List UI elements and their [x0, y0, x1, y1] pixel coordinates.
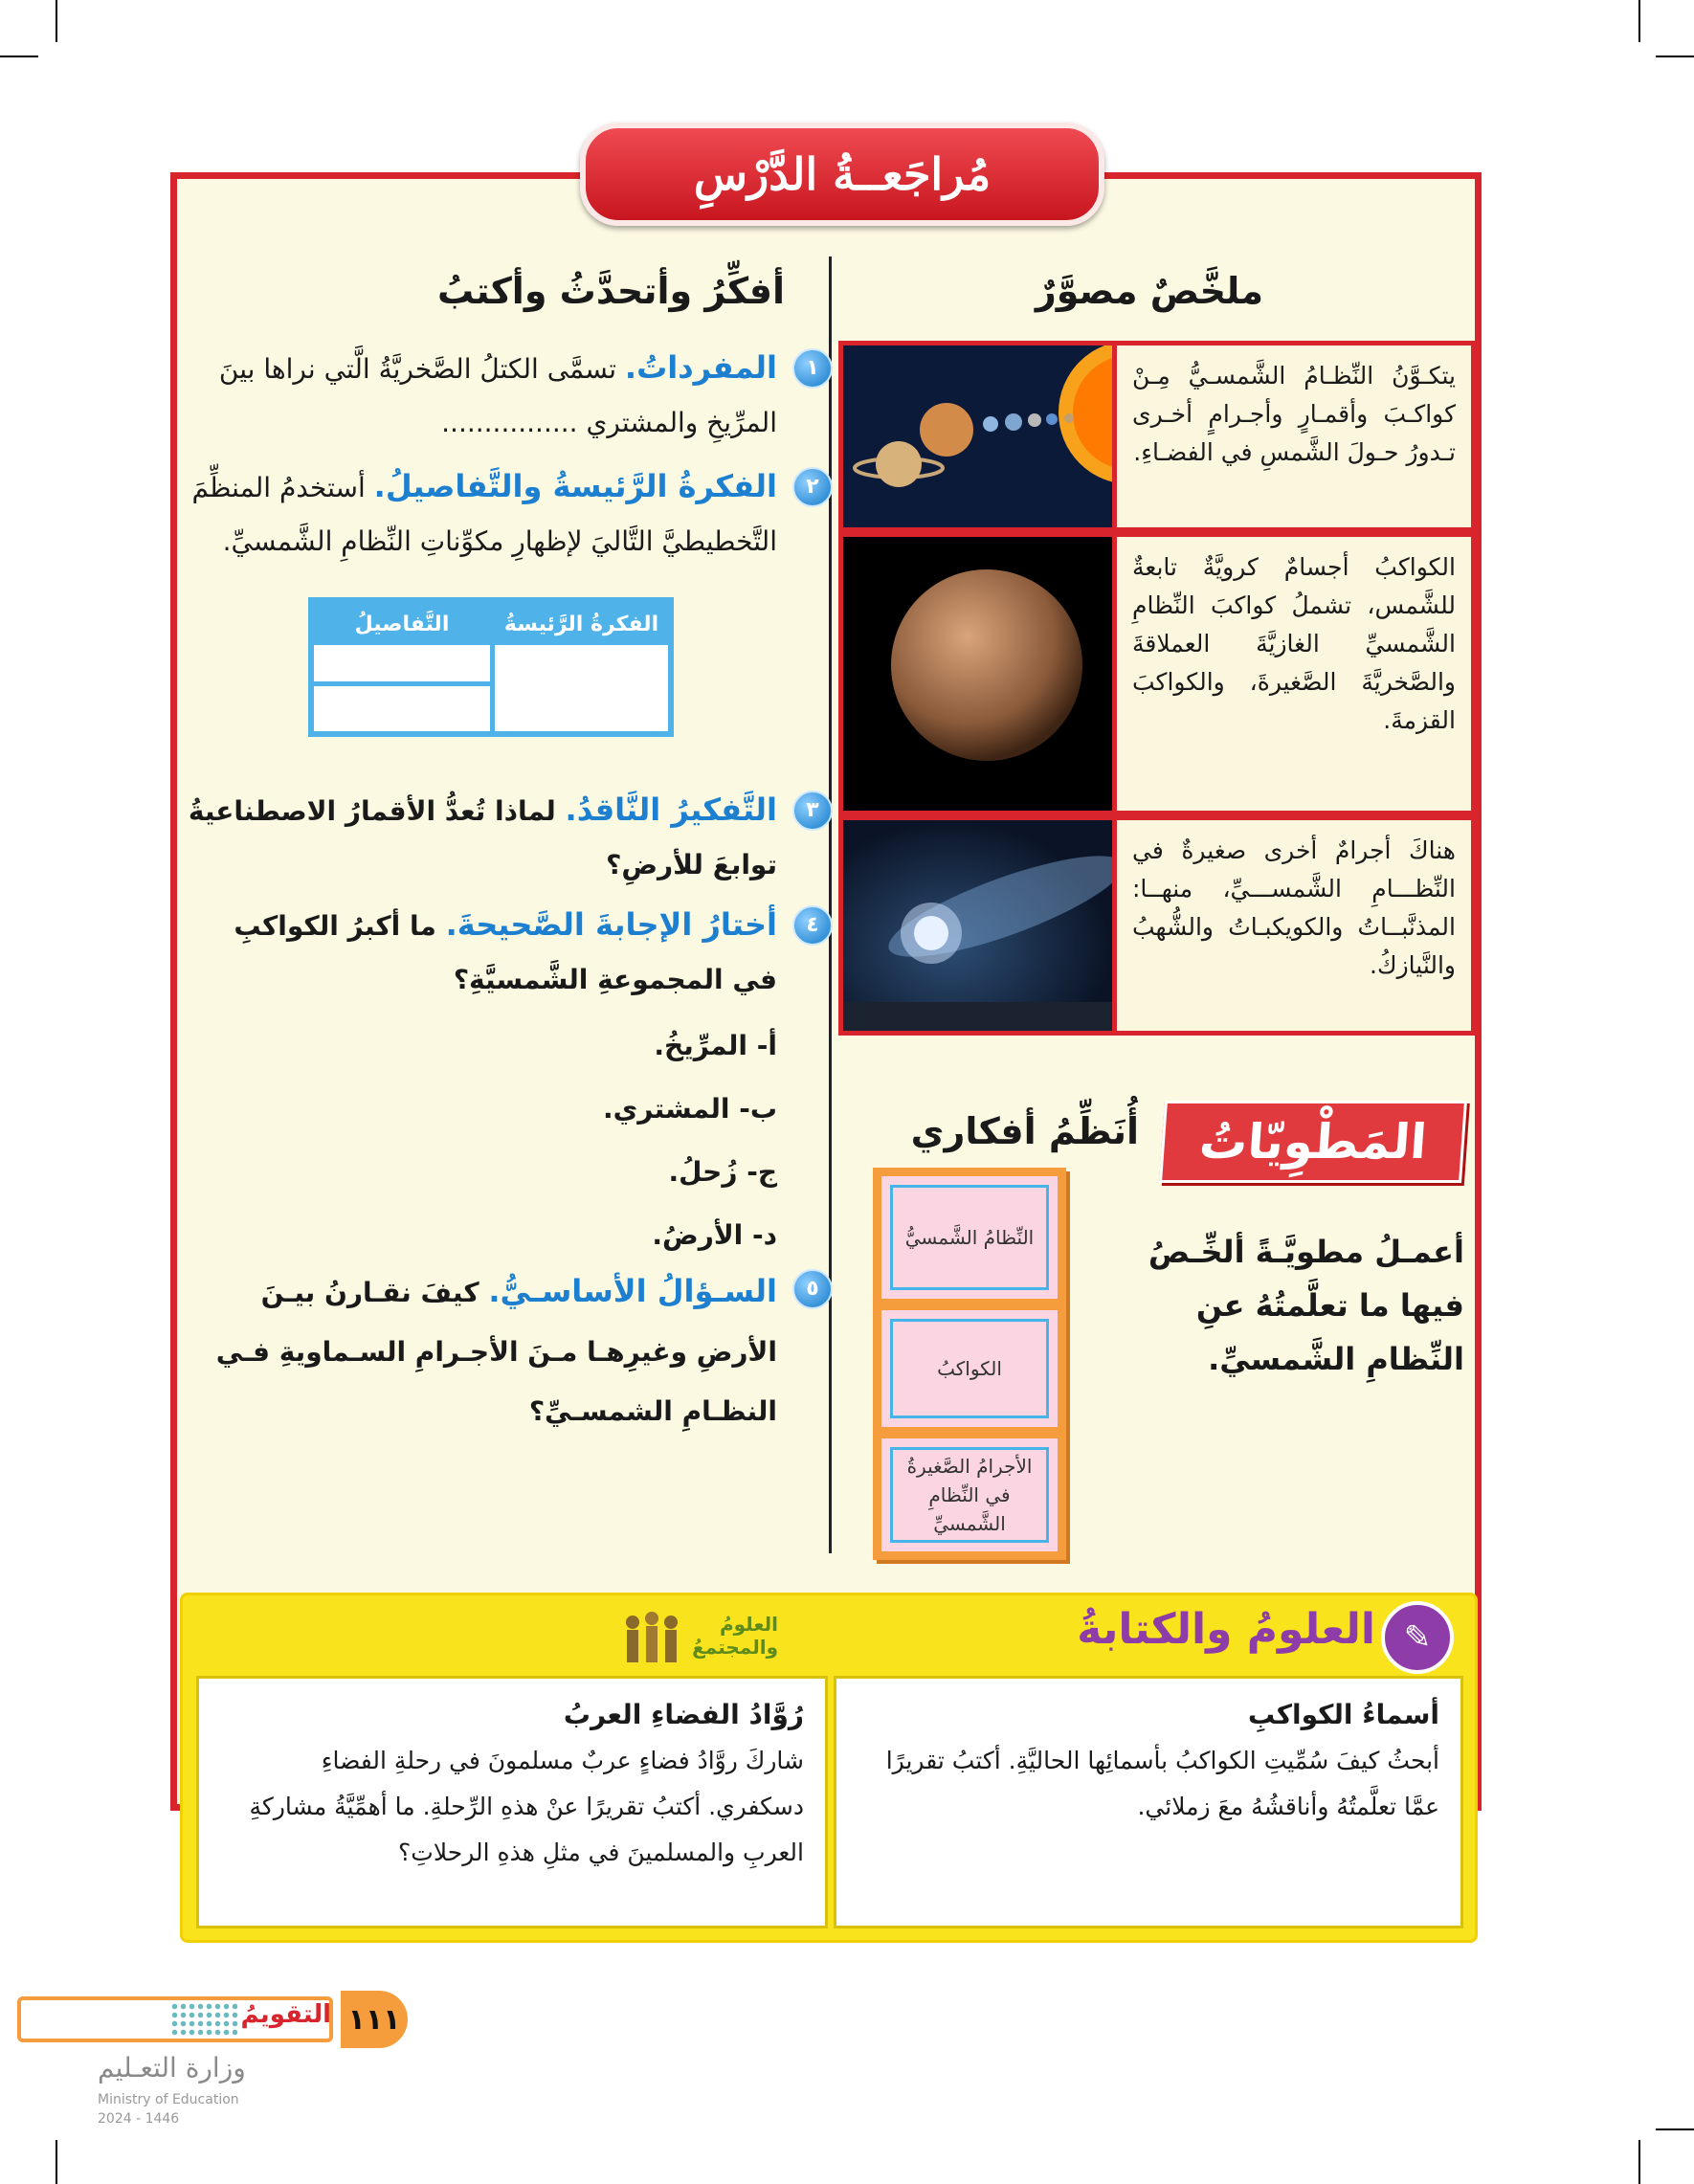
answer-options [184, 1014, 777, 1267]
crop-mark [56, 2140, 57, 2184]
foldable-card [873, 1430, 1066, 1560]
question-3 [184, 783, 819, 892]
lesson-review-title: مُراجَعــةُ الدَّرْسِ [580, 123, 1104, 226]
question-keyword: الفكرةُ الرَّئيسةُ والتَّفاصيلُ. [373, 468, 777, 504]
answer-option[interactable]: د- الأرضُ. [652, 1219, 777, 1251]
organizer-divider [314, 681, 490, 686]
graphic-organizer [308, 597, 674, 737]
writing-panel-right [196, 1676, 828, 1928]
question-number-badge: ٣ [792, 791, 833, 831]
question-number-badge: ٢ [792, 467, 833, 507]
summary-text: الكواكبُ أجسامٌ كرويَّةٌ تابعةٌ للشَّمس، تشملُ كواكبَ النِّظامِ الشَّمسيِّ الغازيَّةَ العملاقةَ والصَّخريَّةَ الصَّغيرةَ، والكواكبَ القزمةَ. [1132, 553, 1456, 734]
writing-heading: رُوَّادُ الفضاءِ العربُ [563, 1699, 804, 1730]
column-divider [829, 256, 832, 1553]
crop-mark [1638, 0, 1640, 42]
society-badge [623, 1609, 776, 1662]
summary-panel [838, 341, 1476, 532]
question-keyword: السـؤالُ الأساسـيُّ. [488, 1273, 777, 1309]
question-4 [184, 898, 819, 1007]
question-text: كيفَ نقـارنُ بيـنَ الأرضِ وغيرِهـا مـنَ الأجـرامِ السـماويةِ فـي النظـامِ الشمسـيِّ؟ [215, 1277, 777, 1427]
society-badge-label: العلومُ والمجتمعُ [692, 1613, 778, 1659]
think-heading: أفكِّرُ وأتحدَّثُ وأكتبُ [436, 270, 785, 312]
organizer-header-main: الفكرةُ الرَّئيسةُ [495, 603, 668, 645]
question-number-badge: ٤ [792, 905, 833, 946]
foldable-card-label: النِّظامُ الشَّمسيُّ [890, 1185, 1049, 1290]
summary-heading: ملخَّصٌ مصوَّرٌ [1035, 270, 1263, 312]
crop-mark [1638, 2140, 1640, 2184]
summary-panel [838, 532, 1476, 815]
organizer-divider [490, 603, 495, 731]
pencil-icon: ✎ [1381, 1601, 1454, 1674]
science-writing-title: العلومُ والكتابةُ [1077, 1605, 1375, 1654]
question-number-badge: ١ [792, 348, 833, 389]
foldables-banner: المَطْوِيّاتُ [1159, 1101, 1467, 1183]
answer-option[interactable]: ج- زُحلُ. [668, 1156, 777, 1188]
ministry-logo-text: وزارة التعـليم [98, 2052, 246, 2084]
foldable-card-label: الكواكبُ [890, 1319, 1049, 1418]
foldable-card [873, 1302, 1066, 1436]
foldables-subtitle: أُنَظِّمُ أفكاري [910, 1110, 1139, 1152]
question-text: أستخدمُ المنظِّمَ التَّخطيطيَّ التَّاليَ لإظهارِ مكوِّناتِ النِّظامِ الشَّمسيِّ. [191, 472, 777, 557]
question-keyword: أختارُ الإجابةَ الصَّحيحةَ. [445, 906, 777, 943]
question-5 [184, 1261, 819, 1441]
summary-panel [838, 815, 1476, 1036]
summary-text: يتكـوَّنُ النِّظـامُ الشَّمسـيُّ مِـنْ كواكـبَ وأقمـارٍ وأجـرامٍ أخـرى تـدورُ حـولَ الشَّمسِ في الفضـاءِ. [1132, 362, 1456, 466]
answer-option[interactable]: ب- المشتري. [602, 1093, 777, 1125]
planet-image [843, 537, 1117, 811]
footer-bar [17, 1991, 408, 2048]
question-text: لماذا تُعدُّ الأقمارُ الاصطناعيةُ توابعَ للأرضِ؟ [188, 795, 777, 880]
solar-system-image [843, 345, 1117, 527]
organizer-header-details: التَّفاصيلُ [314, 603, 490, 645]
question-keyword: التَّفكيرُ النَّاقدُ. [565, 791, 777, 828]
page-number: ١١١ [341, 1991, 408, 2048]
writing-text: شاركَ روَّادُ فضاءٍ عربٌ مسلمونَ في رحلةِ الفضاءِ دسكفري. أكتبُ تقريرًا عنْ هذهِ الرِّحلةِ. ما أهمِّيَّةُ مشاركةِ العربِ والمسلمينَ في مثلِ هذهِ الرحلاتِ؟ [249, 1747, 804, 1866]
crop-mark [0, 56, 38, 57]
writing-text: أبحثُ كيفَ سُمِّيتِ الكواكبُ بأسمائِها الحاليَّةِ. أكتبُ تقريرًا عمَّا تعلَّمتُهُ وأناقشُهُ معَ زملائي. [885, 1747, 1439, 1820]
dotted-pattern [170, 2002, 239, 2037]
question-keyword: المفرداتُ. [624, 349, 777, 386]
question-text: تسمَّى الكتلُ الصَّخريَّةُ الَّتي نراها بينَ المرِّيخِ والمشتري ................ [218, 353, 777, 438]
question-2 [184, 459, 819, 568]
comet-image [843, 820, 1117, 1031]
crop-mark [1656, 2128, 1694, 2130]
foldables-instruction: أعمـلُ مطويَّـةً ألخِّـصُ فيها ما تعلَّمتُهُ عنِ النِّظامِ الشَّمسيِّ. [1148, 1234, 1464, 1377]
question-text: ما أكبرُ الكواكبِ في المجموعةِ الشَّمسيَّةِ؟ [234, 910, 777, 995]
summary-text: هناكَ أجرامٌ أخرى صغيرةٌ في النِّظـــامِ الشَّمســـيِّ، منهــا: المذنَّبــاتُ والكويكبـاتُ والشُّهبُ والنَّيازكُ. [1132, 836, 1456, 979]
writing-heading: أسماءُ الكواكبِ [1248, 1699, 1439, 1730]
question-number-badge: ٥ [792, 1269, 833, 1309]
crop-mark [1656, 56, 1694, 57]
writing-panel-left [834, 1676, 1463, 1928]
question-1 [184, 341, 819, 450]
science-writing-box [180, 1593, 1478, 1943]
answer-option[interactable]: أ- المرِّيخُ. [654, 1030, 777, 1061]
foldable-card-label: الأجرامُ الصَّغيرةُ في النِّظامِ الشَّمسيِّ [890, 1447, 1049, 1543]
foldable-card [873, 1168, 1066, 1307]
section-label: التقويمُ [240, 2000, 331, 2029]
year-label: 2024 - 1446 [98, 2111, 180, 2127]
crop-mark [56, 0, 57, 42]
ministry-english: Ministry of Education [98, 2092, 239, 2107]
